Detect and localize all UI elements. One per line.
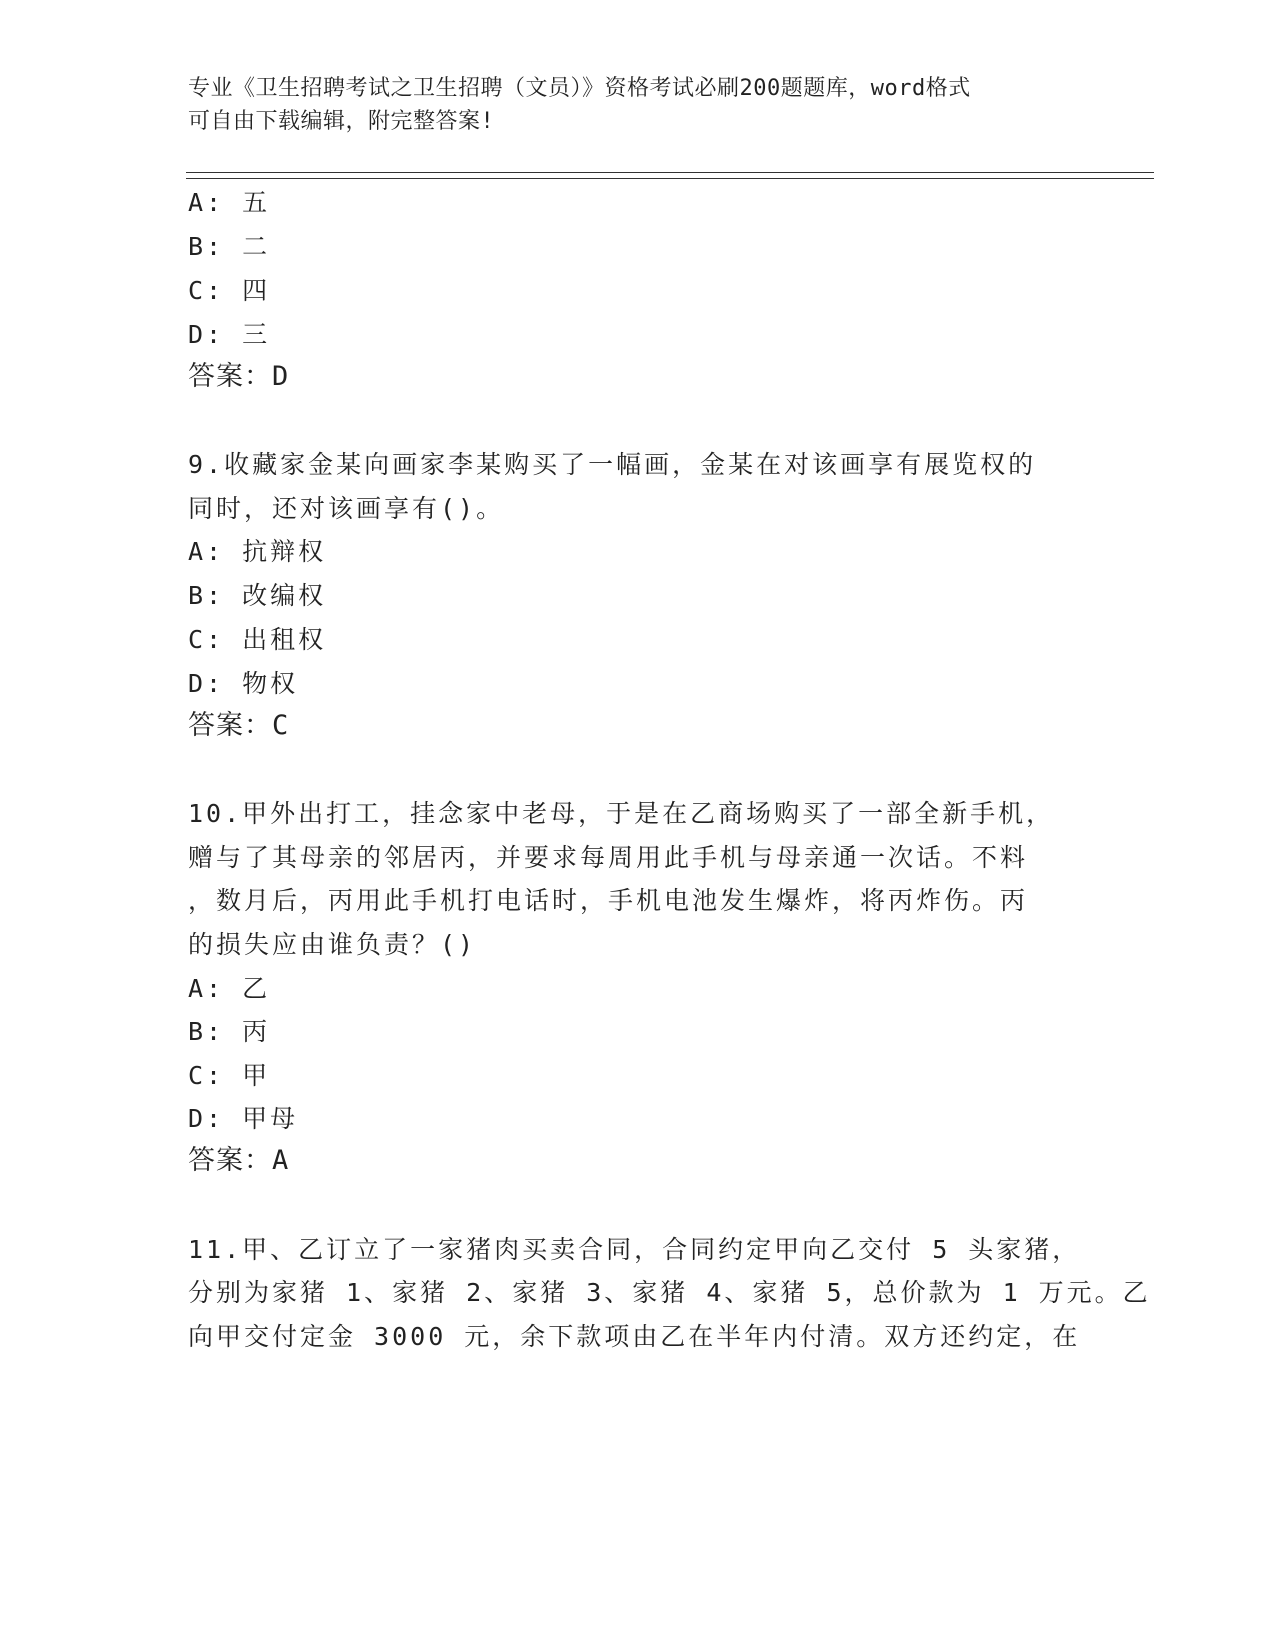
q11-stem-line-1: 11.甲、乙订立了一家猪肉买卖合同，合同约定甲向乙交付 5 头家猪，: [188, 1235, 1081, 1264]
q8-option-c: C: 四: [188, 276, 271, 305]
q10-option-c: C: 甲: [188, 1061, 271, 1090]
q10-stem-line-1: 10.甲外出打工，挂念家中老母，于是在乙商场购买了一部全新手机，: [188, 799, 1055, 828]
q9-option-a: A: 抗辩权: [188, 537, 327, 566]
q10-stem-line-2: 赠与了其母亲的邻居丙，并要求每周用此手机与母亲通一次话。不料: [188, 843, 1029, 872]
document-header: [188, 72, 1088, 138]
q10-option-b: B: 丙: [188, 1017, 271, 1046]
q10-stem-line-4: 的损失应由谁负责？(): [188, 930, 477, 959]
q9-stem-line-2: 同时，还对该画享有()。: [188, 494, 505, 523]
q8-option-a: A: 五: [188, 188, 271, 217]
q10-answer: 答案：A: [188, 1145, 290, 1176]
q10-stem-line-3: ，数月后，丙用此手机打电话时，手机电池发生爆炸，将丙炸伤。丙: [188, 886, 1029, 915]
q8-option-b: B: 二: [188, 232, 271, 261]
header-line-2: 可自由下载编辑，附完整答案!: [188, 109, 495, 134]
q11-stem-line-2: 分别为家猪 1、家猪 2、家猪 3、家猪 4、家猪 5，总价款为 1 万元。乙: [188, 1278, 1151, 1307]
header-rule-top: [186, 172, 1154, 173]
q9-option-b: B: 改编权: [188, 581, 327, 610]
q8-option-d: D: 三: [188, 320, 271, 349]
q10-option-a: A: 乙: [188, 974, 271, 1003]
q11-stem-line-3: 向甲交付定金 3000 元，余下款项由乙在半年内付清。双方还约定，在: [188, 1322, 1081, 1351]
q9-option-c: C: 出租权: [188, 625, 327, 654]
q9-answer: 答案：C: [188, 710, 290, 741]
q9-stem-line-1: 9.收藏家金某向画家李某购买了一幅画，金某在对该画享有展览权的: [188, 450, 1037, 479]
q8-answer: 答案：D: [188, 361, 290, 392]
q9-option-d: D: 物权: [188, 669, 299, 698]
header-rule-bottom: [186, 178, 1154, 179]
header-line-1: 专业《卫生招聘考试之卫生招聘（文员）》资格考试必刷200题题库，word格式: [188, 76, 971, 101]
q10-option-d: D: 甲母: [188, 1104, 299, 1133]
